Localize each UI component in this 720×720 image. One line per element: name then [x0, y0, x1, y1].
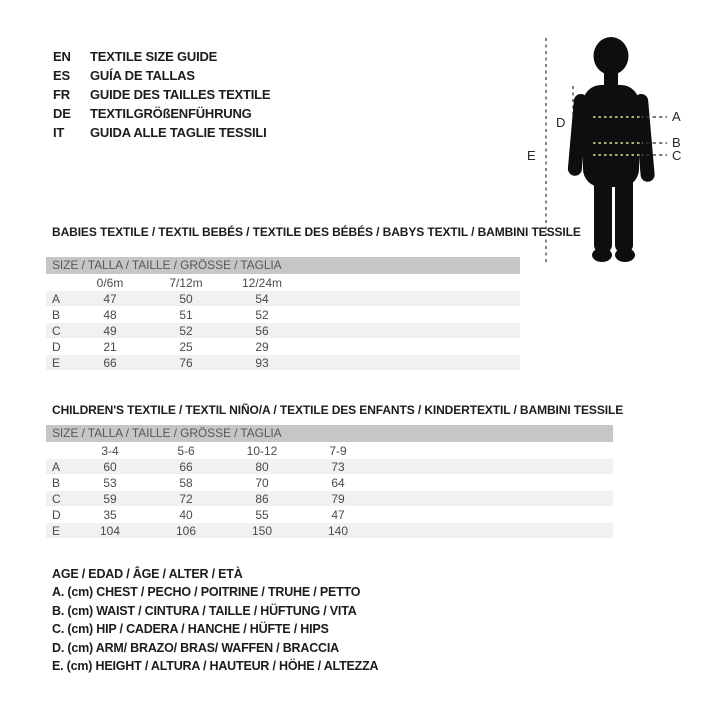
cell-value: 47	[103, 291, 117, 306]
babies-size-table	[46, 257, 520, 371]
label-C: C	[672, 148, 682, 163]
legend-height-line: E. (cm) HEIGHT / ALTURA / HAUTEUR / HÖHE / ALTEZZA	[52, 658, 379, 673]
cell-value: 104	[99, 523, 121, 538]
cell-value: 49	[103, 323, 117, 338]
children-size-table	[46, 425, 613, 539]
language-title-block	[53, 47, 270, 142]
language-title: GUIDA ALLE TAGLIE TESSILI	[90, 125, 267, 140]
table-row	[46, 523, 613, 539]
silhouette-left-foot	[592, 248, 612, 262]
cell-value: 21	[103, 339, 117, 354]
language-title: TEXTILE SIZE GUIDE	[90, 49, 218, 64]
language-code: ES	[53, 68, 70, 83]
cell-value: 70	[255, 475, 269, 490]
row-label: B	[52, 475, 61, 490]
language-code: IT	[53, 125, 65, 140]
language-code: EN	[53, 49, 71, 64]
cell-value: 66	[103, 355, 117, 370]
babies-section-title: BABIES TEXTILE / TEXTIL BEBÉS / TEXTILE DES BÉBÉS / BABYS TEXTIL / BAMBINI TESSILE	[52, 225, 581, 239]
cell-value: 35	[103, 507, 117, 522]
legend-arm-line: D. (cm) ARM/ BRAZO/ BRAS/ WAFFEN / BRACCIA	[52, 640, 339, 655]
row-label: E	[52, 523, 61, 538]
cell-value: 55	[255, 507, 269, 522]
table-row	[46, 291, 520, 307]
row-label: C	[52, 323, 61, 338]
column-header: 0/6m	[96, 275, 124, 290]
table-row	[46, 475, 613, 491]
cell-value: 66	[179, 459, 193, 474]
cell-value: 72	[179, 491, 193, 506]
cell-value: 86	[255, 491, 269, 506]
column-header: 12/24m	[241, 275, 283, 290]
cell-value: 64	[331, 475, 345, 490]
row-label: D	[52, 339, 61, 354]
cell-value: 47	[331, 507, 345, 522]
column-header: 3-4	[101, 443, 119, 458]
measurement-legend	[52, 567, 378, 677]
table-row	[46, 507, 613, 523]
cell-value: 53	[103, 475, 117, 490]
language-row-de	[53, 104, 270, 123]
table-row	[46, 459, 613, 475]
legend-age-line: AGE / EDAD / ÂGE / ALTER / ETÀ	[52, 567, 243, 581]
row-label: C	[52, 491, 61, 506]
column-header: 10-12	[246, 443, 278, 458]
language-row-es	[53, 66, 270, 85]
language-code: FR	[53, 87, 70, 102]
table-row	[46, 307, 520, 323]
children-section-title: CHILDREN'S TEXTILE / TEXTIL NIÑO/A / TEXTILE DES ENFANTS / KINDERTEXTIL / BAMBINI TESSILE	[52, 403, 624, 417]
row-label: B	[52, 307, 61, 322]
cell-value: 48	[103, 307, 117, 322]
row-label: D	[52, 507, 61, 522]
legend-chest-line: A. (cm) CHEST / PECHO / POITRINE / TRUHE / PETTO	[52, 585, 361, 600]
column-header: 7-9	[329, 443, 347, 458]
language-row-it	[53, 123, 270, 142]
children-column-header-row	[46, 442, 613, 459]
language-row-fr	[53, 85, 270, 104]
row-label: A	[52, 291, 61, 306]
language-row-en	[53, 47, 270, 66]
label-D: D	[556, 115, 566, 130]
cell-value: 29	[255, 339, 269, 354]
cell-value: 150	[251, 523, 273, 538]
column-header: 7/12m	[169, 275, 203, 290]
silhouette-left-leg	[594, 165, 612, 253]
cell-value: 40	[179, 507, 193, 522]
language-title: GUIDE DES TAILLES TEXTILE	[90, 87, 271, 102]
label-B: B	[672, 135, 681, 150]
language-title: GUÍA DE TALLAS	[90, 68, 195, 83]
silhouette-right-foot	[615, 248, 635, 262]
children-table-header-bar: SIZE / TALLA / TAILLE / GRÖSSE / TAGLIA	[46, 425, 613, 442]
cell-value: 59	[103, 491, 117, 506]
cell-value: 73	[331, 459, 345, 474]
row-label: A	[52, 459, 61, 474]
table-row	[46, 355, 520, 371]
legend-waist-line: B. (cm) WAIST / CINTURA / TAILLE / HÜFTUNG / VITA	[52, 603, 357, 618]
babies-column-header-row	[46, 274, 520, 291]
cell-value: 52	[255, 307, 269, 322]
cell-value: 80	[255, 459, 269, 474]
legend-hip-line: C. (cm) HIP / CADERA / HANCHE / HÜFTE / HIPS	[52, 622, 329, 637]
column-header: 5-6	[177, 443, 195, 458]
language-code: DE	[53, 106, 71, 121]
cell-value: 93	[255, 355, 269, 370]
cell-value: 52	[179, 323, 193, 338]
cell-value: 51	[179, 307, 193, 322]
table-row	[46, 323, 520, 339]
row-label: E	[52, 355, 61, 370]
silhouette-right-leg	[615, 165, 633, 253]
label-E: E	[527, 148, 536, 163]
cell-value: 25	[179, 339, 193, 354]
label-A: A	[672, 109, 681, 124]
cell-value: 140	[327, 523, 349, 538]
table-row	[46, 339, 520, 355]
cell-value: 60	[103, 459, 117, 474]
language-title: TEXTILGRÖßENFÜHRUNG	[90, 106, 252, 121]
cell-value: 50	[179, 291, 193, 306]
cell-value: 56	[255, 323, 269, 338]
cell-value: 58	[179, 475, 193, 490]
cell-value: 76	[179, 355, 193, 370]
cell-value: 54	[255, 291, 269, 306]
table-row	[46, 491, 613, 507]
cell-value: 79	[331, 491, 345, 506]
babies-table-header-bar: SIZE / TALLA / TAILLE / GRÖSSE / TAGLIA	[46, 257, 520, 274]
cell-value: 106	[175, 523, 197, 538]
